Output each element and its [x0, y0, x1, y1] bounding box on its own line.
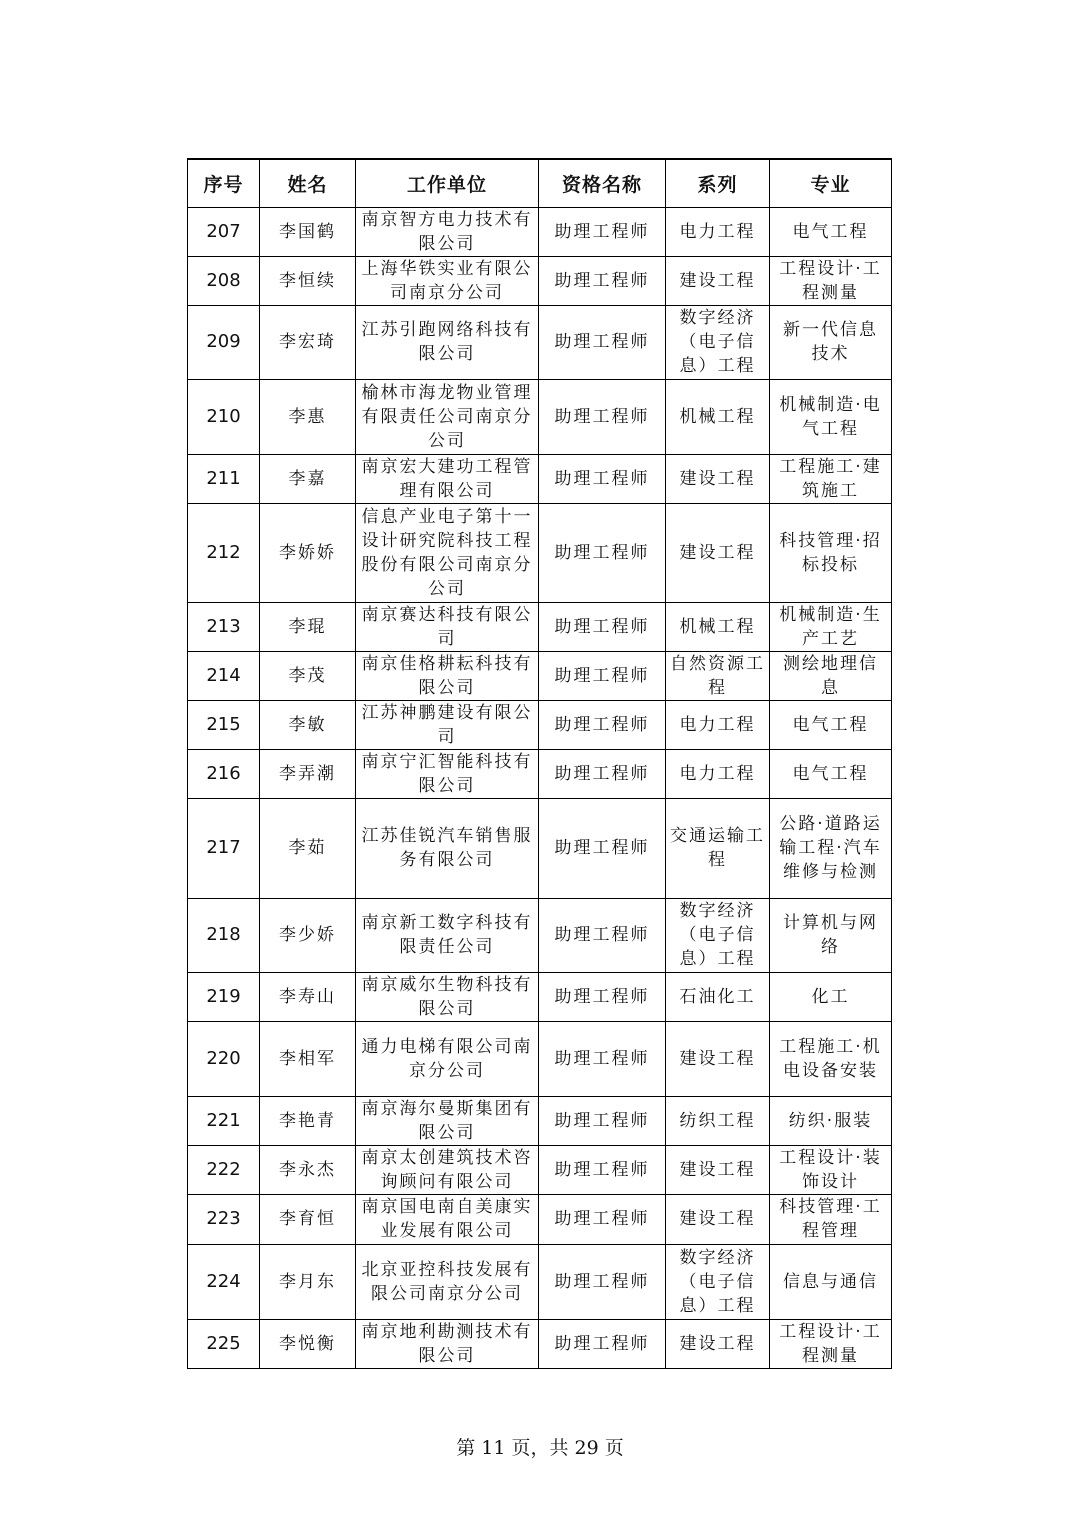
cell-major: 工程施工·建筑施工	[770, 454, 892, 503]
cell-name: 李娇娇	[260, 503, 356, 602]
cell-no: 223	[188, 1194, 260, 1244]
cell-major: 机械制造·生产工艺	[770, 602, 892, 651]
cell-name: 李艳青	[260, 1096, 356, 1145]
cell-no: 213	[188, 602, 260, 651]
cell-major: 科技管理·招标投标	[770, 503, 892, 602]
cell-name: 李惠	[260, 379, 356, 454]
table-header-row	[188, 159, 892, 207]
table-row	[188, 651, 892, 700]
cell-unit: 南京太创建筑技术咨询顾问有限公司	[356, 1145, 539, 1194]
cell-unit: 榆林市海龙物业管理有限责任公司南京分公司	[356, 379, 539, 454]
cell-qualification: 助理工程师	[539, 749, 666, 798]
cell-major: 测绘地理信息	[770, 651, 892, 700]
cell-major: 新一代信息技术	[770, 305, 892, 379]
cell-no: 217	[188, 798, 260, 898]
header-no: 序号	[188, 159, 260, 207]
table-row	[188, 602, 892, 651]
cell-qualification: 助理工程师	[539, 898, 666, 972]
cell-unit: 南京宁汇智能科技有限公司	[356, 749, 539, 798]
cell-qualification: 助理工程师	[539, 1145, 666, 1194]
cell-name: 李寿山	[260, 972, 356, 1021]
cell-no: 210	[188, 379, 260, 454]
cell-series: 机械工程	[666, 379, 770, 454]
cell-unit: 南京威尔生物科技有限公司	[356, 972, 539, 1021]
cell-series: 机械工程	[666, 602, 770, 651]
table-row	[188, 379, 892, 454]
cell-unit: 南京新工数字科技有限责任公司	[356, 898, 539, 972]
cell-unit: 南京智方电力技术有限公司	[356, 207, 539, 256]
cell-qualification: 助理工程师	[539, 1319, 666, 1368]
cell-no: 207	[188, 207, 260, 256]
table-row	[188, 749, 892, 798]
cell-qualification: 助理工程师	[539, 651, 666, 700]
cell-name: 李琨	[260, 602, 356, 651]
cell-unit: 南京赛达科技有限公司	[356, 602, 539, 651]
cell-no: 215	[188, 700, 260, 749]
cell-unit: 上海华铁实业有限公司南京分公司	[356, 256, 539, 305]
cell-qualification: 助理工程师	[539, 1096, 666, 1145]
cell-name: 李宏琦	[260, 305, 356, 379]
cell-series: 建设工程	[666, 1021, 770, 1096]
cell-unit: 江苏神鹏建设有限公司	[356, 700, 539, 749]
cell-qualification: 助理工程师	[539, 503, 666, 602]
cell-major: 科技管理·工程管理	[770, 1194, 892, 1244]
cell-series: 建设工程	[666, 1194, 770, 1244]
cell-series: 交通运输工程	[666, 798, 770, 898]
table-row	[188, 503, 892, 602]
cell-series: 建设工程	[666, 1145, 770, 1194]
cell-major: 电气工程	[770, 749, 892, 798]
cell-name: 李相军	[260, 1021, 356, 1096]
cell-name: 李嘉	[260, 454, 356, 503]
cell-qualification: 助理工程师	[539, 602, 666, 651]
table-row	[188, 1194, 892, 1244]
cell-unit: 通力电梯有限公司南京分公司	[356, 1021, 539, 1096]
cell-no: 216	[188, 749, 260, 798]
cell-major: 工程设计·工程测量	[770, 1319, 892, 1368]
cell-name: 李悦衡	[260, 1319, 356, 1368]
table-row	[188, 207, 892, 256]
cell-series: 数字经济（电子信息）工程	[666, 1244, 770, 1319]
cell-unit: 信息产业电子第十一设计研究院科技工程股份有限公司南京分公司	[356, 503, 539, 602]
table-row	[188, 256, 892, 305]
header-series: 系列	[666, 159, 770, 207]
cell-series: 自然资源工程	[666, 651, 770, 700]
cell-no: 220	[188, 1021, 260, 1096]
cell-unit: 江苏佳锐汽车销售服务有限公司	[356, 798, 539, 898]
cell-major: 电气工程	[770, 700, 892, 749]
header-qualification: 资格名称	[539, 159, 666, 207]
cell-series: 石油化工	[666, 972, 770, 1021]
header-major: 专业	[770, 159, 892, 207]
cell-series: 数字经济（电子信息）工程	[666, 305, 770, 379]
cell-no: 208	[188, 256, 260, 305]
cell-major: 公路·道路运输工程·汽车维修与检测	[770, 798, 892, 898]
cell-unit: 北京亚控科技发展有限公司南京分公司	[356, 1244, 539, 1319]
cell-major: 计算机与网络	[770, 898, 892, 972]
cell-qualification: 助理工程师	[539, 454, 666, 503]
table-row	[188, 1096, 892, 1145]
cell-major: 电气工程	[770, 207, 892, 256]
cell-series: 电力工程	[666, 749, 770, 798]
cell-qualification: 助理工程师	[539, 305, 666, 379]
table-row	[188, 1319, 892, 1368]
cell-series: 数字经济（电子信息）工程	[666, 898, 770, 972]
cell-unit: 南京国电南自美康实业发展有限公司	[356, 1194, 539, 1244]
cell-no: 209	[188, 305, 260, 379]
cell-series: 建设工程	[666, 1319, 770, 1368]
cell-major: 工程施工·机电设备安装	[770, 1021, 892, 1096]
cell-qualification: 助理工程师	[539, 1244, 666, 1319]
cell-unit: 南京佳格耕耘科技有限公司	[356, 651, 539, 700]
cell-qualification: 助理工程师	[539, 798, 666, 898]
cell-no: 211	[188, 454, 260, 503]
cell-major: 工程设计·工程测量	[770, 256, 892, 305]
cell-name: 李敏	[260, 700, 356, 749]
cell-qualification: 助理工程师	[539, 700, 666, 749]
cell-no: 222	[188, 1145, 260, 1194]
cell-qualification: 助理工程师	[539, 972, 666, 1021]
cell-series: 电力工程	[666, 700, 770, 749]
page-number: 第 11 页，共 29 页	[456, 1437, 624, 1459]
cell-qualification: 助理工程师	[539, 256, 666, 305]
cell-qualification: 助理工程师	[539, 379, 666, 454]
cell-major: 机械制造·电气工程	[770, 379, 892, 454]
cell-name: 李育恒	[260, 1194, 356, 1244]
cell-qualification: 助理工程师	[539, 1194, 666, 1244]
table-row	[188, 1021, 892, 1096]
cell-qualification: 助理工程师	[539, 207, 666, 256]
cell-no: 218	[188, 898, 260, 972]
header-unit: 工作单位	[356, 159, 539, 207]
cell-major: 信息与通信	[770, 1244, 892, 1319]
header-name: 姓名	[260, 159, 356, 207]
cell-unit: 南京地利勘测技术有限公司	[356, 1319, 539, 1368]
cell-name: 李少娇	[260, 898, 356, 972]
table-row	[188, 700, 892, 749]
cell-name: 李茂	[260, 651, 356, 700]
cell-no: 219	[188, 972, 260, 1021]
cell-qualification: 助理工程师	[539, 1021, 666, 1096]
cell-unit: 江苏引跑网络科技有限公司	[356, 305, 539, 379]
table-row	[188, 898, 892, 972]
cell-name: 李永杰	[260, 1145, 356, 1194]
cell-name: 李国鹤	[260, 207, 356, 256]
cell-name: 李弄潮	[260, 749, 356, 798]
cell-name: 李恒续	[260, 256, 356, 305]
cell-major: 化工	[770, 972, 892, 1021]
table-row	[188, 454, 892, 503]
table-row	[188, 798, 892, 898]
cell-series: 建设工程	[666, 256, 770, 305]
table-row	[188, 1244, 892, 1319]
cell-no: 225	[188, 1319, 260, 1368]
cell-name: 李月东	[260, 1244, 356, 1319]
table-row	[188, 972, 892, 1021]
cell-series: 纺织工程	[666, 1096, 770, 1145]
cell-no: 212	[188, 503, 260, 602]
cell-unit: 南京海尔曼斯集团有限公司	[356, 1096, 539, 1145]
table-row	[188, 1145, 892, 1194]
table-row	[188, 305, 892, 379]
cell-series: 建设工程	[666, 454, 770, 503]
cell-major: 工程设计·装饰设计	[770, 1145, 892, 1194]
cell-name: 李茹	[260, 798, 356, 898]
cell-no: 214	[188, 651, 260, 700]
cell-no: 224	[188, 1244, 260, 1319]
cell-unit: 南京宏大建功工程管理有限公司	[356, 454, 539, 503]
cell-major: 纺织·服装	[770, 1096, 892, 1145]
cell-series: 电力工程	[666, 207, 770, 256]
cell-series: 建设工程	[666, 503, 770, 602]
personnel-table	[187, 158, 892, 1369]
cell-no: 221	[188, 1096, 260, 1145]
